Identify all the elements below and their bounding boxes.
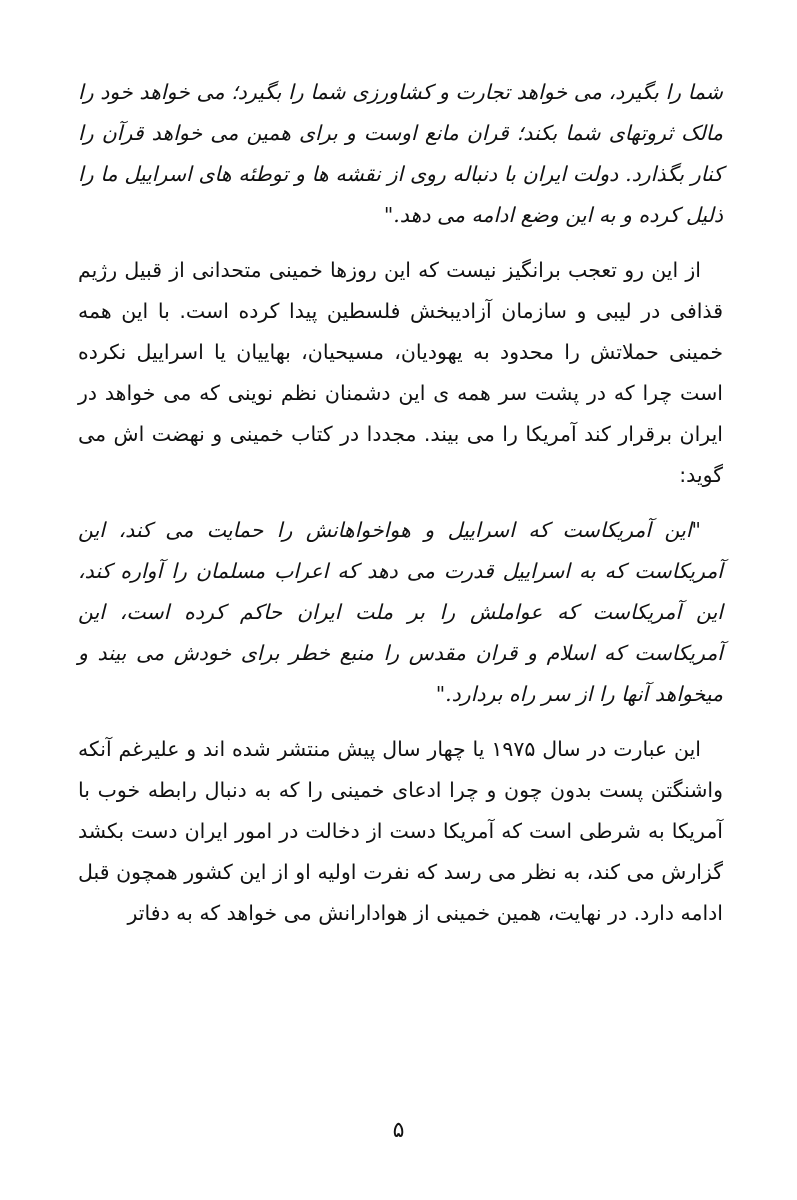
quote-continuation-paragraph: شما را بگیرد، می خواهد تجارت و کشاورزی شما را بگیرد؛ می خواهد خود را مالک ثروتهای شما بکند؛ قران مانع اوست و برای همین می خواهد قرآن را کنار بگذارد. دولت ایران با دنباله روی از نقشه ها و توطئه های اسراییل ما را ذلیل کرده و به این وضع ادامه می دهد." [78, 80, 723, 227]
body-paragraph-washington-post: این عبارت در سال ۱۹۷۵ یا چهار سال پیش منتشر شده اند و علیرغم آنکه واشنگتن پست بدون چون و چرا ادعای خمینی را که به دنبال رابطه خوب با آمریکا به شرطی است که آمریکا دست از دخالت در امور ایران دست بکشد گزارش می کند، به نظر می رسد که نفرت اولیه او از این کشور همچون قبل ادامه دارد. در نهایت، همین خمینی از هوادارانش می خواهد که به دفاتر [78, 737, 723, 925]
body-paragraph-allies: از این رو تعجب برانگیز نیست که این روزها خمینی متحدانی از قبیل رژیم قذافی در لیبی و سازمان آزادیبخش فلسطین پیدا کرده است. با این همه خمینی حملاتش را محدود به یهودیان، مسیحیان، بهاییان یا اسراییل نکرده است چرا که در پشت سر همه ی این دشمنان نظم نوینی که می خواهد در ایران برقرار کند آمریکا را می بیند. مجددا در کتاب خمینی و نهضت اش می گوید: [78, 258, 723, 487]
document-page [78, 72, 723, 934]
page-number: ۵ [392, 1118, 405, 1143]
quote-paragraph-america: "این آمریکاست که اسراییل و هواخواهانش را حمایت می کند، این آمریکاست که به اسراییل قدرت می دهد که اعراب مسلمان را آواره کند، این آمریکاست که عواملش را بر ملت ایران حاکم کرده است، این آمریکاست که اسلام و قران مقدس را منبع خطر برای خودش می بیند و میخواهد آنها را از سر راه بردارد." [78, 518, 723, 706]
